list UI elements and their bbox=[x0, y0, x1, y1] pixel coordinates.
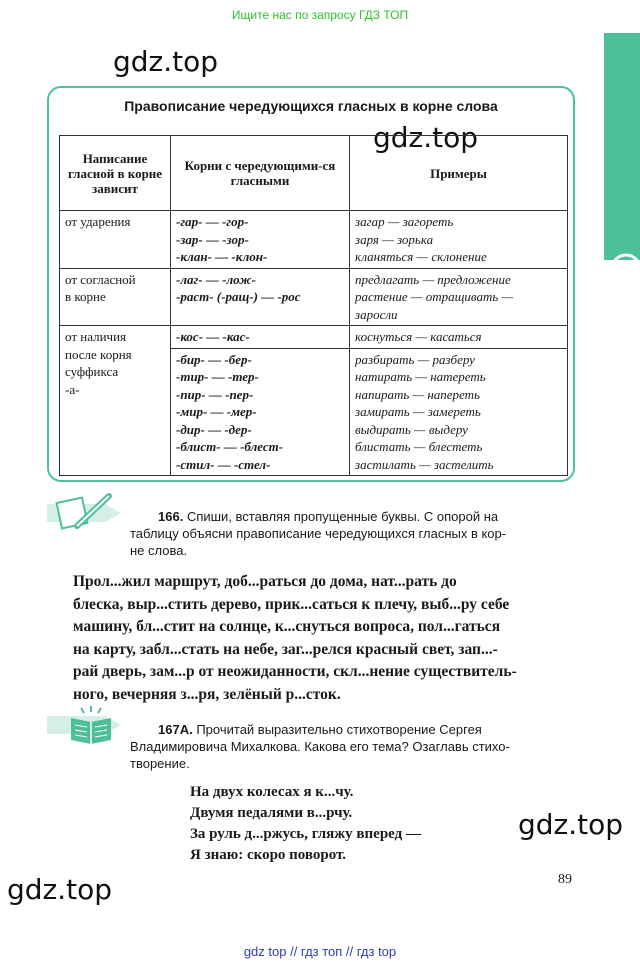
root-pair: -тир- — -тер- bbox=[176, 369, 259, 384]
example: натирать — натереть bbox=[355, 369, 486, 384]
example: загар — загореть bbox=[355, 214, 454, 229]
poem-line: Я знаю: скоро поворот. bbox=[190, 847, 347, 863]
condition-text: суффикса bbox=[65, 364, 119, 379]
exercise-line: Прол...жил маршрут, доб...раться до дома, нат...рать до bbox=[73, 573, 457, 590]
exercise-line: на карту, забл...стать на небе, заг...релся красный свет, зап...- bbox=[73, 640, 498, 658]
exercise-line: ного, вечерняя з...ря, зелёный р...сток. bbox=[73, 685, 341, 703]
header-roots: Корни с чередующими-ся гласными bbox=[171, 136, 350, 211]
root-pair: -лаг- — -лож- bbox=[176, 271, 257, 287]
condition-text: от согласной bbox=[65, 271, 136, 287]
example: заросли bbox=[355, 306, 398, 322]
side-tab-decoration bbox=[604, 33, 640, 260]
poem-line: Двумя педалями в...рчу. bbox=[190, 805, 353, 821]
condition-text: после корня bbox=[65, 346, 132, 362]
task-167-line: творение. bbox=[130, 756, 190, 771]
top-banner[interactable]: Ищите нас по запросу ГДЗ ТОП bbox=[231, 8, 409, 22]
root-pair: -бир- — -бер- bbox=[176, 351, 252, 367]
condition-text: в корне bbox=[65, 289, 106, 304]
page-number: 89 bbox=[558, 872, 572, 887]
footer-links[interactable]: gdz top // гдз топ // гдз top bbox=[243, 944, 397, 959]
task-167-line: Владимировича Михалкова. Какова его тема? Озаглавь стихо- bbox=[130, 739, 510, 754]
header-condition: Написание гласной в корне зависит bbox=[60, 136, 171, 211]
examples-cell bbox=[350, 211, 568, 269]
root-pair: -клан- — -клон- bbox=[176, 249, 268, 264]
example: напирать — напереть bbox=[355, 386, 480, 402]
example: блистать — блестеть bbox=[355, 439, 483, 454]
table-row bbox=[60, 211, 568, 269]
roots-cell bbox=[171, 326, 350, 349]
example: выдирать — выдеру bbox=[355, 421, 468, 437]
example: заря — зорька bbox=[355, 231, 434, 247]
condition-cell bbox=[60, 268, 171, 326]
roots-cell bbox=[171, 268, 350, 326]
examples-cell bbox=[350, 348, 568, 476]
root-pair: -стил- — -стел- bbox=[176, 456, 271, 472]
alternation-table bbox=[59, 135, 568, 476]
exercise-line: машину, бл...стит на солнце, к...снуться вопроса, пол...гаться bbox=[73, 618, 501, 635]
table-row bbox=[60, 326, 568, 349]
example: застилать — застелить bbox=[355, 456, 494, 472]
example: замирать — замереть bbox=[355, 404, 481, 419]
exercise-text bbox=[73, 571, 578, 706]
root-pair: -блист- — -блест- bbox=[176, 439, 284, 454]
example: предлагать — предложение bbox=[355, 271, 511, 287]
root-pair: -раст- (-ращ-) — -рос bbox=[176, 289, 301, 304]
roots-cell bbox=[171, 211, 350, 269]
root-pair: -дир- — -дер- bbox=[176, 421, 252, 437]
task-text: Спиши, вставляя пропущенные буквы. С опорой на bbox=[186, 509, 499, 524]
watermark: gdz.top bbox=[373, 121, 479, 154]
example: кланяться — склонение bbox=[355, 249, 487, 264]
condition-text: от наличия bbox=[65, 329, 127, 344]
condition-text: от ударения bbox=[65, 214, 131, 229]
exercise-line: блеска, выр...стить дерево, прик...саться к плечу, выб...ру себе bbox=[73, 595, 510, 613]
example: коснуться — касаться bbox=[355, 329, 482, 344]
watermark: gdz.top bbox=[113, 45, 219, 78]
task-166-line: не слова. bbox=[130, 543, 188, 558]
root-pair: -кос- — -кас- bbox=[176, 329, 250, 344]
examples-cell bbox=[350, 268, 568, 326]
task-166 bbox=[158, 508, 578, 525]
task-text: Прочитай выразительно стихотворение Сергея bbox=[196, 722, 482, 737]
pencil-task-icon bbox=[47, 492, 127, 534]
example: разбирать — разберу bbox=[355, 351, 475, 367]
poem-line: На двух колесах я к...чу. bbox=[190, 784, 354, 800]
condition-text: -а- bbox=[65, 381, 80, 397]
table-row bbox=[60, 268, 568, 326]
example: растение — отращивать — bbox=[355, 289, 514, 304]
spiral-decoration-icon bbox=[604, 241, 640, 281]
exercise-line: рай дверь, зам...р от неожиданности, скл...нение существитель- bbox=[73, 663, 517, 680]
header-examples: Примеры bbox=[350, 136, 568, 211]
table-title: Правописание чередующихся гласных в корне слова bbox=[124, 98, 498, 114]
condition-cell bbox=[60, 211, 171, 269]
table-header-row bbox=[60, 136, 568, 211]
watermark: gdz.top bbox=[7, 873, 113, 906]
task-166-line: таблицу объясни правописание чередующихся гласных в кор- bbox=[130, 526, 507, 541]
watermark: gdz.top bbox=[518, 808, 624, 841]
open-book-task-icon bbox=[47, 704, 127, 746]
root-pair: -зар- — -зор- bbox=[176, 231, 249, 247]
task-167 bbox=[158, 721, 578, 738]
poem bbox=[190, 782, 421, 866]
task-number: 167А. bbox=[158, 722, 193, 737]
root-pair: -гар- — -гор- bbox=[176, 214, 249, 229]
condition-cell bbox=[60, 326, 171, 476]
examples-cell bbox=[350, 326, 568, 349]
task-number: 166. bbox=[158, 509, 184, 524]
root-pair: -пир- — -пер- bbox=[176, 386, 254, 402]
roots-cell bbox=[171, 348, 350, 476]
root-pair: -мир- — -мер- bbox=[176, 404, 257, 419]
poem-line: За руль д...ржусь, гляжу вперед — bbox=[190, 826, 421, 842]
